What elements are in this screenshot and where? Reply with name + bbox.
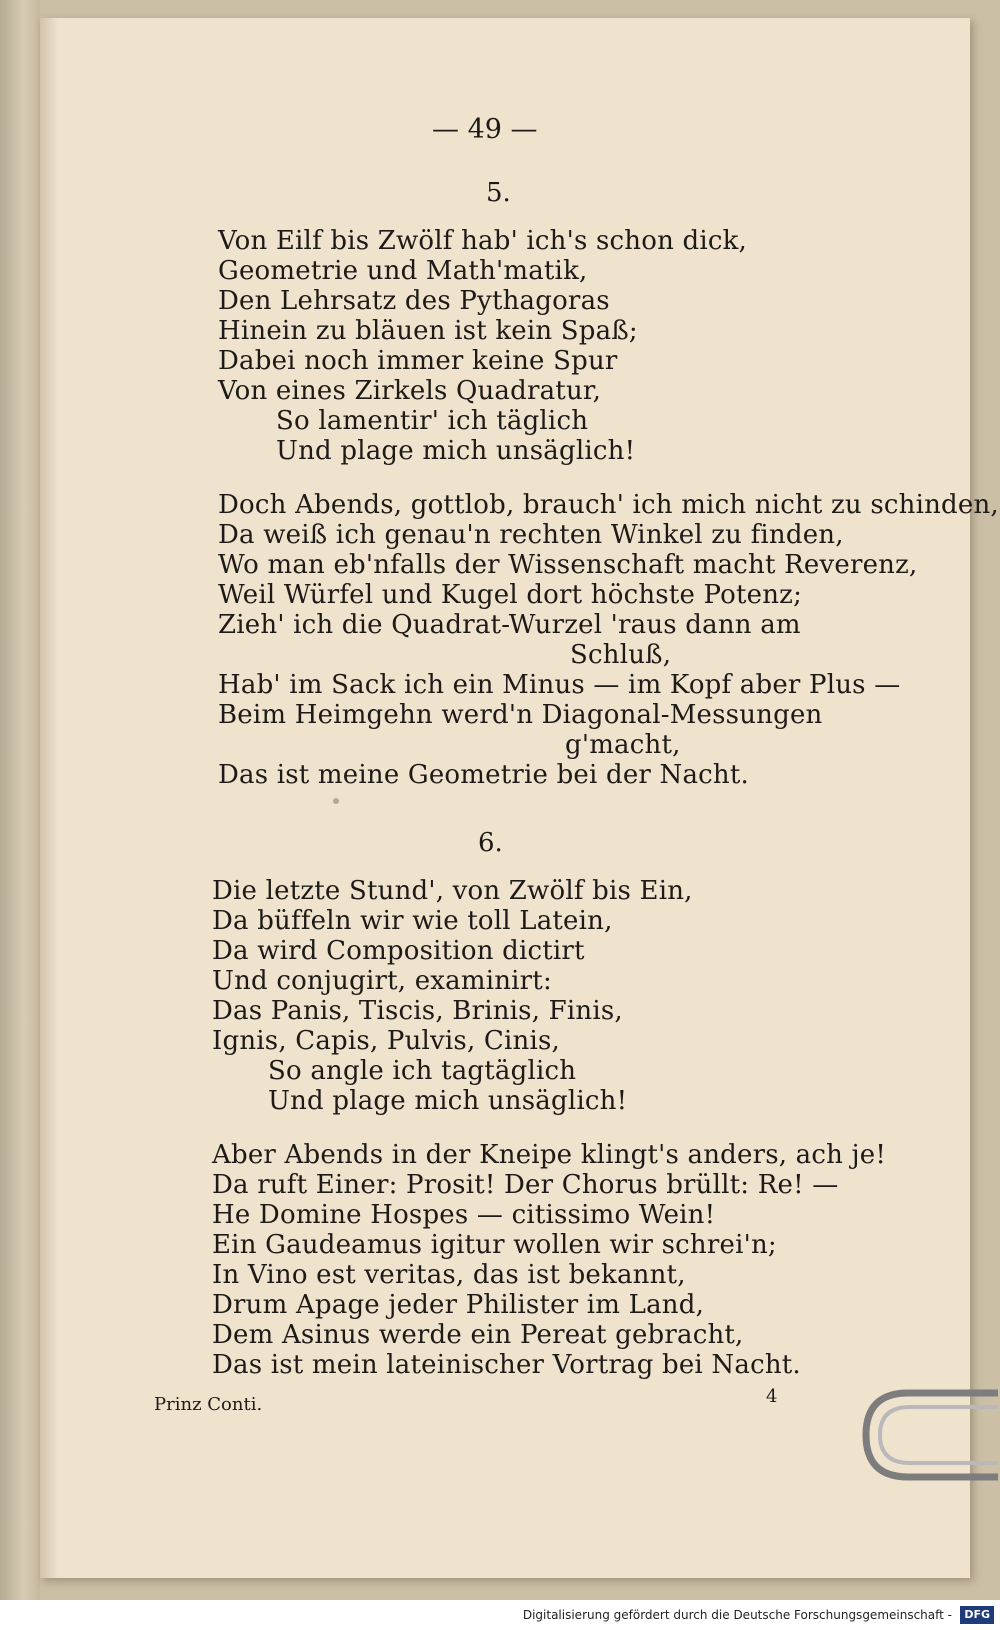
dfg-logo: DFG — [960, 1606, 994, 1624]
poem-5-line: So lamentir' ich täglich — [276, 406, 589, 436]
sheet-marker: 4 — [766, 1386, 778, 1407]
poem-6-line: Die letzte Stund', von Zwölf bis Ein, — [212, 876, 693, 906]
poem-6-line: Da wird Composition dictirt — [212, 936, 585, 966]
poem-5-line: Wo man eb'nfalls der Wissenschaft macht Reverenz, — [218, 550, 918, 580]
poem-5-line: Schluß, — [570, 640, 672, 670]
poem-6-line: Und plage mich unsäglich! — [268, 1086, 628, 1116]
poem-6-line: Das Panis, Tiscis, Brinis, Finis, — [212, 996, 623, 1026]
paper-clip-icon — [848, 1385, 998, 1485]
poem-5-line: Und plage mich unsäglich! — [276, 436, 636, 466]
poem-6-line: Ignis, Capis, Pulvis, Cinis, — [212, 1026, 560, 1056]
funding-credit: Digitalisierung gefördert durch die Deutsche Forschungsgemeinschaft - — [522, 1608, 952, 1622]
page-number: — 49 — — [432, 114, 538, 145]
signature-title: Prinz Conti. — [154, 1394, 263, 1415]
poem-5-line: Zieh' ich die Quadrat-Wurzel 'raus dann am — [218, 610, 801, 640]
poem-5-number: 5. — [486, 178, 511, 208]
poem-5-line: Geometrie und Math'matik, — [218, 256, 588, 286]
poem-5-line: Dabei noch immer keine Spur — [218, 346, 618, 376]
poem-6-line: Drum Apage jeder Philister im Land, — [212, 1290, 705, 1320]
poem-6-line: Dem Asinus werde ein Pereat gebracht, — [212, 1320, 744, 1350]
poem-5-line: Da weiß ich genau'n rechten Winkel zu finden, — [218, 520, 844, 550]
poem-5-line: Das ist meine Geometrie bei der Nacht. — [218, 760, 749, 790]
poem-6-line: Aber Abends in der Kneipe klingt's anders, ach je! — [212, 1140, 887, 1170]
poem-5-line: Von eines Zirkels Quadratur, — [218, 376, 602, 406]
poem-5-line: Hinein zu bläuen ist kein Spaß; — [218, 316, 638, 346]
poem-6-number: 6. — [478, 828, 503, 858]
poem-5-line: g'macht, — [565, 730, 681, 760]
poem-5-line: Hab' im Sack ich ein Minus — im Kopf aber Plus — — [218, 670, 901, 700]
poem-6-line: Da büffeln wir wie toll Latein, — [212, 906, 613, 936]
previous-page-edge — [0, 0, 40, 1600]
poem-5-line: Beim Heimgehn werd'n Diagonal-Messungen — [218, 700, 823, 730]
poem-5-line: Von Eilf bis Zwölf hab' ich's schon dick, — [218, 226, 748, 256]
poem-6-line: Und conjugirt, examinirt: — [212, 966, 552, 996]
poem-6-line: He Domine Hospes — citissimo Wein! — [212, 1200, 716, 1230]
page-gutter-shadow — [40, 18, 58, 1578]
poem-5-line: Doch Abends, gottlob, brauch' ich mich nicht zu schinden, — [218, 490, 999, 520]
poem-5-line: Weil Würfel und Kugel dort höchste Potenz; — [218, 580, 803, 610]
poem-6-line: Da ruft Einer: Prosit! Der Chorus brüllt: Re! — — [212, 1170, 839, 1200]
ink-spot — [333, 798, 339, 804]
poem-6-line: In Vino est veritas, das ist bekannt, — [212, 1260, 686, 1290]
poem-6-line: Ein Gaudeamus igitur wollen wir schrei'n; — [212, 1230, 777, 1260]
poem-6-line: So angle ich tagtäglich — [268, 1056, 577, 1086]
poem-6-line: Das ist mein lateinischer Vortrag bei Nacht. — [212, 1350, 801, 1380]
poem-5-line: Den Lehrsatz des Pythagoras — [218, 286, 610, 316]
